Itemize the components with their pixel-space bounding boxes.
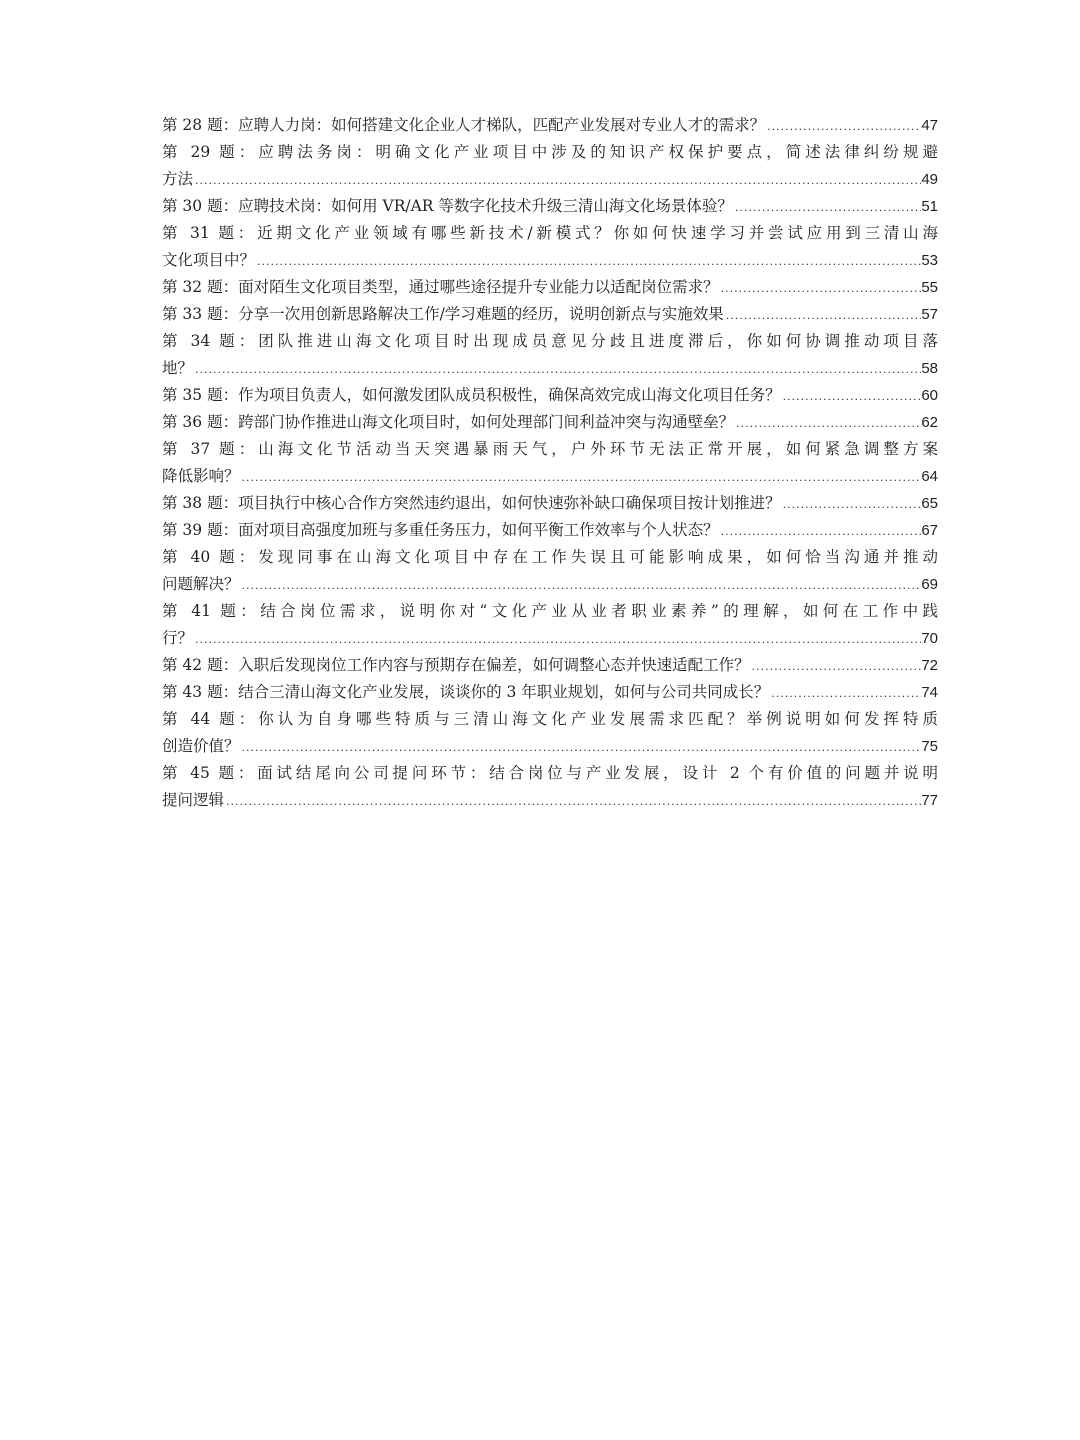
toc-entry-title-line: 第 36 题：跨部门协作推进山海文化项目时，如何处理部门间利益冲突与沟通壁垒？ bbox=[162, 413, 735, 431]
page-number: 58 bbox=[921, 360, 938, 377]
toc-entry[interactable] bbox=[162, 760, 938, 814]
dot-leader bbox=[750, 653, 922, 680]
toc-entry-title-line: 第 40 题：发现同事在山海文化项目中存在工作失误且可能影响成果，如何恰当沟通并推动 bbox=[162, 548, 938, 566]
page-number: 62 bbox=[921, 414, 938, 431]
toc-entry-title-line: 第 41 题：结合岗位需求，说明你对“文化产业从业者职业素养”的理解，如何在工作中践 bbox=[162, 602, 938, 620]
toc-entry-title-line: 降低影响？ bbox=[162, 467, 240, 485]
dot-leader bbox=[734, 410, 921, 437]
toc-entry-title-line: 第 28 题：应聘人力岗：如何搭建文化企业人才梯队，匹配产业发展对专业人才的需求？ bbox=[162, 116, 766, 134]
dot-leader bbox=[240, 734, 922, 761]
toc-entry[interactable] bbox=[162, 517, 938, 544]
toc-entry[interactable] bbox=[162, 328, 938, 382]
toc-entry[interactable] bbox=[162, 409, 938, 436]
toc-entry-title-line: 第 45 题：面试结尾向公司提问环节：结合岗位与产业发展，设计 2 个有价值的问题并说明 bbox=[162, 764, 938, 782]
toc-entry-title-line: 第 29 题：应聘法务岗：明确文化产业项目中涉及的知识产权保护要点，简述法律纠纷规避 bbox=[162, 143, 938, 161]
toc-entry-title-line: 文化项目中？ bbox=[162, 251, 256, 269]
page-number: 67 bbox=[921, 522, 938, 539]
toc-entry-title-line: 第 32 题：面对陌生文化项目类型，通过哪些途径提升专业能力以适配岗位需求？ bbox=[162, 278, 719, 296]
page-number: 64 bbox=[921, 468, 938, 485]
page-number: 55 bbox=[921, 279, 938, 296]
toc-entry[interactable] bbox=[162, 193, 938, 220]
toc-entry-title-line: 第 31 题：近期文化产业领域有哪些新技术/新模式？你如何快速学习并尝试应用到三清山海 bbox=[162, 224, 938, 242]
toc-entry-title-line: 第 33 题：分享一次用创新思路解决工作/学习难题的经历，说明创新点与实施效果 bbox=[162, 305, 724, 323]
toc-entry-title-line: 第 30 题：应聘技术岗：如何用 VR/AR 等数字化技术升级三清山海文化场景体验？ bbox=[162, 197, 733, 215]
dot-leader bbox=[255, 248, 921, 275]
toc-entry-title-line: 行？ bbox=[162, 629, 194, 647]
dot-leader bbox=[733, 194, 921, 221]
page-number: 65 bbox=[921, 495, 938, 512]
toc-entry[interactable] bbox=[162, 679, 938, 706]
toc-entry-title-line: 第 39 题：面对项目高强度加班与多重任务压力，如何平衡工作效率与个人状态？ bbox=[162, 521, 719, 539]
dot-leader bbox=[719, 275, 922, 302]
toc-entry-title-line: 地？ bbox=[162, 359, 194, 377]
toc-entry-title-line: 第 44 题：你认为自身哪些特质与三清山海文化产业发展需求匹配？举例说明如何发挥特质 bbox=[162, 710, 938, 728]
toc-entry[interactable] bbox=[162, 220, 938, 274]
toc-entry[interactable] bbox=[162, 436, 938, 490]
toc-entry-title-line: 提问逻辑 bbox=[162, 791, 225, 809]
toc-entry-title-line: 第 38 题：项目执行中核心合作方突然违约退出，如何快速弥补缺口确保项目按计划推进？ bbox=[162, 494, 781, 512]
dot-leader bbox=[724, 302, 922, 329]
toc-entry-title-line: 问题解决？ bbox=[162, 575, 240, 593]
toc-entry[interactable] bbox=[162, 544, 938, 598]
toc-entry-title-line: 第 42 题：入职后发现岗位工作内容与预期存在偏差，如何调整心态并快速适配工作？ bbox=[162, 656, 750, 674]
page-number: 74 bbox=[921, 684, 938, 701]
page-number: 57 bbox=[921, 306, 938, 323]
toc-entry[interactable] bbox=[162, 274, 938, 301]
page-number: 53 bbox=[921, 252, 938, 269]
dot-leader bbox=[193, 356, 921, 383]
page-number: 60 bbox=[921, 387, 938, 404]
toc-entry-title-line: 第 35 题：作为项目负责人，如何激发团队成员积极性，确保高效完成山海文化项目任务？ bbox=[162, 386, 781, 404]
dot-leader bbox=[719, 518, 922, 545]
toc-entry-title-line: 第 43 题：结合三清山海文化产业发展，谈谈你的 3 年职业规划，如何与公司共同成长？ bbox=[162, 683, 770, 701]
page-number: 75 bbox=[921, 738, 938, 755]
toc-entry-title-line: 方法 bbox=[162, 170, 194, 188]
dot-leader bbox=[193, 626, 921, 653]
toc-entry[interactable] bbox=[162, 706, 938, 760]
page-number: 70 bbox=[921, 630, 938, 647]
dot-leader bbox=[224, 788, 921, 815]
page-number: 77 bbox=[921, 792, 938, 809]
toc-entry[interactable] bbox=[162, 301, 938, 328]
toc-entry[interactable] bbox=[162, 652, 938, 679]
page-number: 51 bbox=[921, 198, 938, 215]
table-of-contents bbox=[162, 112, 938, 814]
toc-entry-title-line: 创造价值？ bbox=[162, 737, 240, 755]
page-number: 69 bbox=[921, 576, 938, 593]
toc-entry-title-line: 第 34 题：团队推进山海文化项目时出现成员意见分歧且进度滞后，你如何协调推动项目落 bbox=[162, 332, 938, 350]
page-number: 47 bbox=[921, 117, 938, 134]
toc-entry[interactable] bbox=[162, 598, 938, 652]
dot-leader bbox=[240, 464, 922, 491]
page-number: 72 bbox=[921, 657, 938, 674]
dot-leader bbox=[193, 167, 921, 194]
toc-entry[interactable] bbox=[162, 490, 938, 517]
dot-leader bbox=[240, 572, 922, 599]
dot-leader bbox=[765, 113, 921, 140]
toc-entry[interactable] bbox=[162, 112, 938, 139]
dot-leader bbox=[781, 491, 922, 518]
page-number: 49 bbox=[921, 171, 938, 188]
toc-entry-title-line: 第 37 题：山海文化节活动当天突遇暴雨天气，户外环节无法正常开展，如何紧急调整方案 bbox=[162, 440, 938, 458]
toc-entry[interactable] bbox=[162, 139, 938, 193]
toc-entry[interactable] bbox=[162, 382, 938, 409]
dot-leader bbox=[781, 383, 922, 410]
dot-leader bbox=[769, 680, 921, 707]
